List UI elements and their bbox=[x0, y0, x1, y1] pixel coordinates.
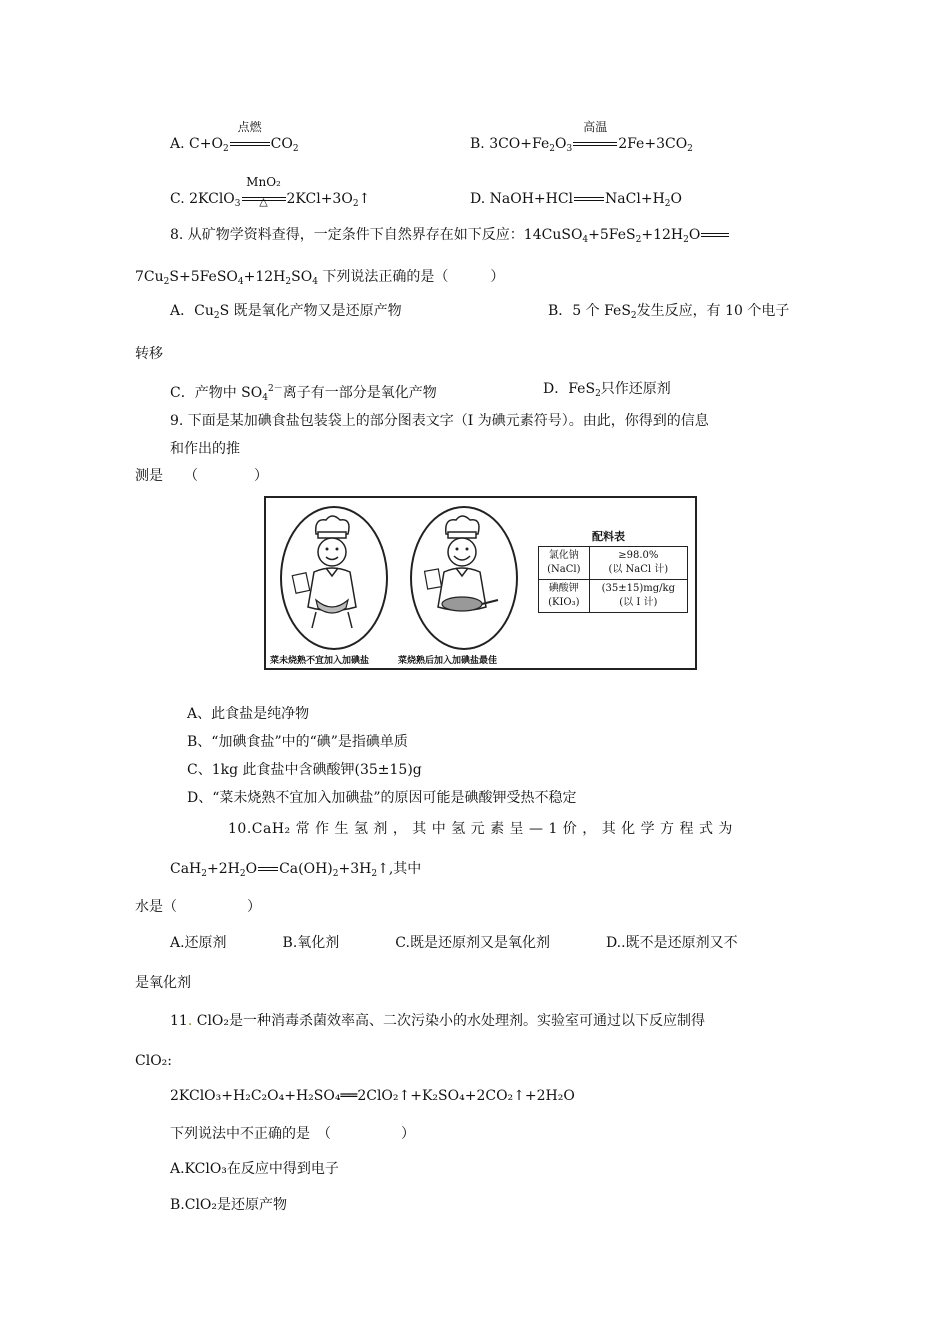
q9-option-a: A、此食盐是纯净物 bbox=[187, 706, 310, 722]
q10-stem-line1: 10.CaH₂ 常 作 生 氢 剂 ， 其 中 氢 元 素 呈 — 1 价 ， 其 化 学 方 程 式 为 bbox=[228, 821, 733, 837]
q11-question: 下列说法中不正确的是 （ ） bbox=[170, 1126, 415, 1142]
figure-caption-left: 菜未烧熟不宜加入加碘盐 bbox=[270, 656, 370, 666]
table-cell: 碘酸钾 (KIO₃) bbox=[539, 580, 590, 613]
table-cell: (35±15)mg/kg (以 I 计) bbox=[589, 580, 687, 613]
chef-icon bbox=[416, 512, 508, 640]
q9-stem-line3: 测是 （ ） bbox=[135, 468, 268, 484]
q9-option-b: B、“加碘食盐”中的“碘”是指碘单质 bbox=[187, 734, 408, 750]
q8-option-d: D．FeS$_2$只作还原剂 bbox=[543, 381, 671, 399]
ingredient-table bbox=[538, 546, 688, 613]
q9-stem-line1: 9. 下面是某加碘食盐包装袋上的部分图表文字（I 为碘元素符号）。由此，你得到的信息 bbox=[170, 413, 709, 429]
q11-option-a: A.KClO₃在反应中得到电子 bbox=[170, 1161, 339, 1177]
q8-stem-line1: 8. 从矿物学资料查得，一定条件下自然界存在如下反应：$14CuSO_4+5FeS_2+12H_2O$ bbox=[170, 226, 730, 249]
q8-option-a: A．$Cu_2S$ 既是氧化产物又是还原产物 bbox=[170, 303, 402, 321]
q9-option-d: D、“菜未烧熟不宜加入加碘盐”的原因可能是碘酸钾受热不稳定 bbox=[187, 790, 577, 806]
q7-option-c: C. 2KClO$_3$ MnO₂ △ $2KCl+3O_2↑$ bbox=[170, 175, 371, 209]
q9-stem-line2: 和作出的推 bbox=[170, 441, 240, 457]
figure-caption-right: 菜烧熟后加入加碘盐最佳 bbox=[398, 656, 498, 666]
q8-stem-line2: $7Cu_2S+5FeSO_4+12H_2SO_4$ 下列说法正确的是（ ） bbox=[135, 269, 505, 287]
salt-package-figure bbox=[264, 496, 697, 670]
reaction-condition: 高温 bbox=[573, 135, 617, 153]
table-cell: ≥98.0% (以 NaCl 计) bbox=[589, 547, 687, 580]
q10-stem-line3: 水是（ ） bbox=[135, 899, 261, 915]
q7-option-d: D. NaOH+HCl $NaCl+H_2O$ bbox=[470, 191, 682, 209]
q10-options: A.还原剂 B.氧化剂 C.既是还原剂又是氧化剂 D..既不是还原剂又不 bbox=[170, 935, 738, 951]
q11-equation: 2KClO₃+H₂C₂O₄+H₂SO₄══2ClO₂↑+K₂SO₄+2CO₂↑+2H₂O bbox=[170, 1088, 575, 1104]
table-cell: 氯化钠 (NaCl) bbox=[539, 547, 590, 580]
q11-option-b: B.ClO₂是还原产物 bbox=[170, 1197, 288, 1213]
q10-equation: $CaH_2+2H_2O$ $Ca(OH)_2+3H_2↑$,其中 bbox=[170, 861, 422, 879]
ingredient-table-title: 配料表 bbox=[592, 530, 625, 543]
chef-icon bbox=[286, 512, 378, 640]
reaction-condition: 点燃 bbox=[230, 135, 270, 153]
q10-options-cont: 是氧化剂 bbox=[135, 975, 191, 991]
q8-option-b: B．5 个 FeS$_2$发生反应，有 10 个电子 bbox=[548, 303, 790, 321]
q7-option-a: A. $C+O_2$ 点燃 $CO_2$ bbox=[170, 120, 299, 154]
reaction-condition: MnO₂ △ bbox=[242, 190, 286, 208]
q11-stem-line2: ClO₂: bbox=[135, 1053, 172, 1069]
q7-option-b: B. $3CO+Fe_2O_3$ 高温 $2Fe+3CO_2$ bbox=[470, 120, 693, 154]
q8-option-c: C．产物中 $SO_4^{2-}$离子有一部分是氧化产物 bbox=[170, 384, 437, 403]
q9-option-c: C、1kg 此食盐中含碘酸钾(35±15)g bbox=[187, 762, 422, 778]
q11-stem-line1: 11. ClO₂是一种消毒杀菌效率高、二次污染小的水处理剂。实验室可通过以下反应制得 bbox=[170, 1013, 706, 1029]
q8-option-b-cont: 转移 bbox=[135, 346, 163, 362]
